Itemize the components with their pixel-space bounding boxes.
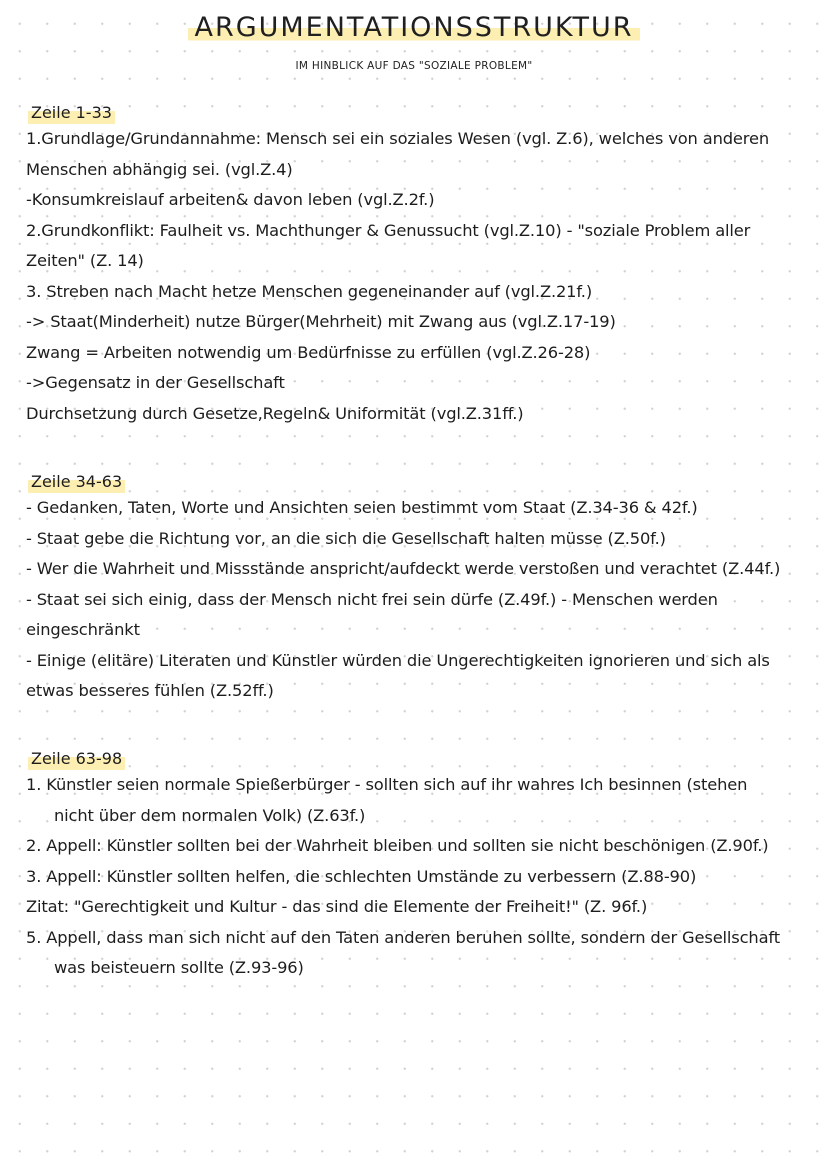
note-line: 5. Appell, dass man sich nicht auf den Taten anderen beruhen sollte, sondern der Gesellschaft: [26, 927, 780, 947]
note-line: ->Gegensatz in der Gesellschaft: [26, 373, 285, 392]
note-line: Zeiten" (Z. 14): [26, 251, 144, 270]
section-zeile-34-63: [26, 471, 816, 707]
note-line: 2.Grundkonflikt: Faulheit vs. Machthunger & Genussucht (vgl.Z.10) - "soziale Problem aller: [26, 220, 751, 240]
note-line: -> Staat(Minderheit) nutze Bürger(Mehrheit) mit Zwang aus (vgl.Z.17-19): [26, 312, 616, 331]
note-line: 1.Grundlage/Grundannahme: Mensch sei ein soziales Wesen (vgl. Z.6), welches von anderen: [26, 129, 770, 148]
note-line: 3. Streben nach Macht hetze Menschen gegeneinander auf (vgl.Z.21f.): [26, 281, 593, 301]
section-heading: Zeile 63-98: [28, 748, 125, 770]
page-subtitle: IM HINBLICK AUF DAS "SOZIALE PROBLEM": [295, 60, 533, 72]
page-title: ARGUMENTATIONSSTRUKTUR: [188, 12, 639, 43]
section-heading-wrapper: [26, 102, 816, 124]
section-heading-wrapper: [26, 471, 816, 493]
note-line: - Staat sei sich einig, dass der Mensch nicht frei sein dürfe (Z.49f.) - Menschen werden: [26, 589, 718, 609]
note-line: 2. Appell: Künstler sollten bei der Wahrheit bleiben und sollten sie nicht beschönigen (Z.90f.): [26, 836, 769, 855]
note-line: - Einige (elitäre) Literaten und Künstler würden die Ungerechtigkeiten ignorieren und sich als: [26, 650, 770, 670]
note-line: was beisteuern sollte (Z.93-96): [54, 958, 304, 977]
section-zeile-63-98: [26, 748, 816, 984]
note-line: 3. Appell: Künstler sollten helfen, die schlechten Umstände zu verbessern (Z.88-90): [26, 866, 697, 886]
note-line: 1. Künstler seien normale Spießerbürger - sollten sich auf ihr wahres Ich besinnen (stehen: [26, 775, 748, 794]
note-line: Menschen abhängig sei. (vgl.Z.4): [26, 159, 293, 179]
note-line: - Staat gebe die Richtung vor, an die sich die Gesellschaft halten müsse (Z.50f.): [26, 528, 666, 548]
note-line: nicht über dem normalen Volk) (Z.63f.): [54, 805, 366, 825]
note-line: eingeschränkt: [26, 620, 140, 639]
note-line: Zwang = Arbeiten notwendig um Bedürfnisse zu erfüllen (vgl.Z.26-28): [26, 342, 591, 362]
section-heading-wrapper: [26, 748, 816, 770]
section-heading: Zeile 1-33: [28, 102, 115, 124]
note-line: - Gedanken, Taten, Worte und Ansichten seien bestimmt vom Staat (Z.34-36 & 42f.): [26, 498, 698, 517]
note-line: Zitat: "Gerechtigkeit und Kultur - das sind die Elemente der Freiheit!" (Z. 96f.): [26, 897, 648, 916]
note-line: Durchsetzung durch Gesetze,Regeln& Uniformität (vgl.Z.31ff.): [26, 403, 524, 423]
section-heading: Zeile 34-63: [28, 471, 125, 493]
note-line: -Konsumkreislauf arbeiten& davon leben (vgl.Z.2f.): [26, 190, 435, 209]
page-title-wrapper: [0, 12, 828, 43]
section-zeile-1-33: [26, 102, 816, 429]
note-line: - Wer die Wahrheit und Missstände anspricht/aufdeckt werde verstoßen und verachtet (Z.44f.): [26, 559, 781, 578]
note-line: etwas besseres fühlen (Z.52ff.): [26, 681, 274, 700]
